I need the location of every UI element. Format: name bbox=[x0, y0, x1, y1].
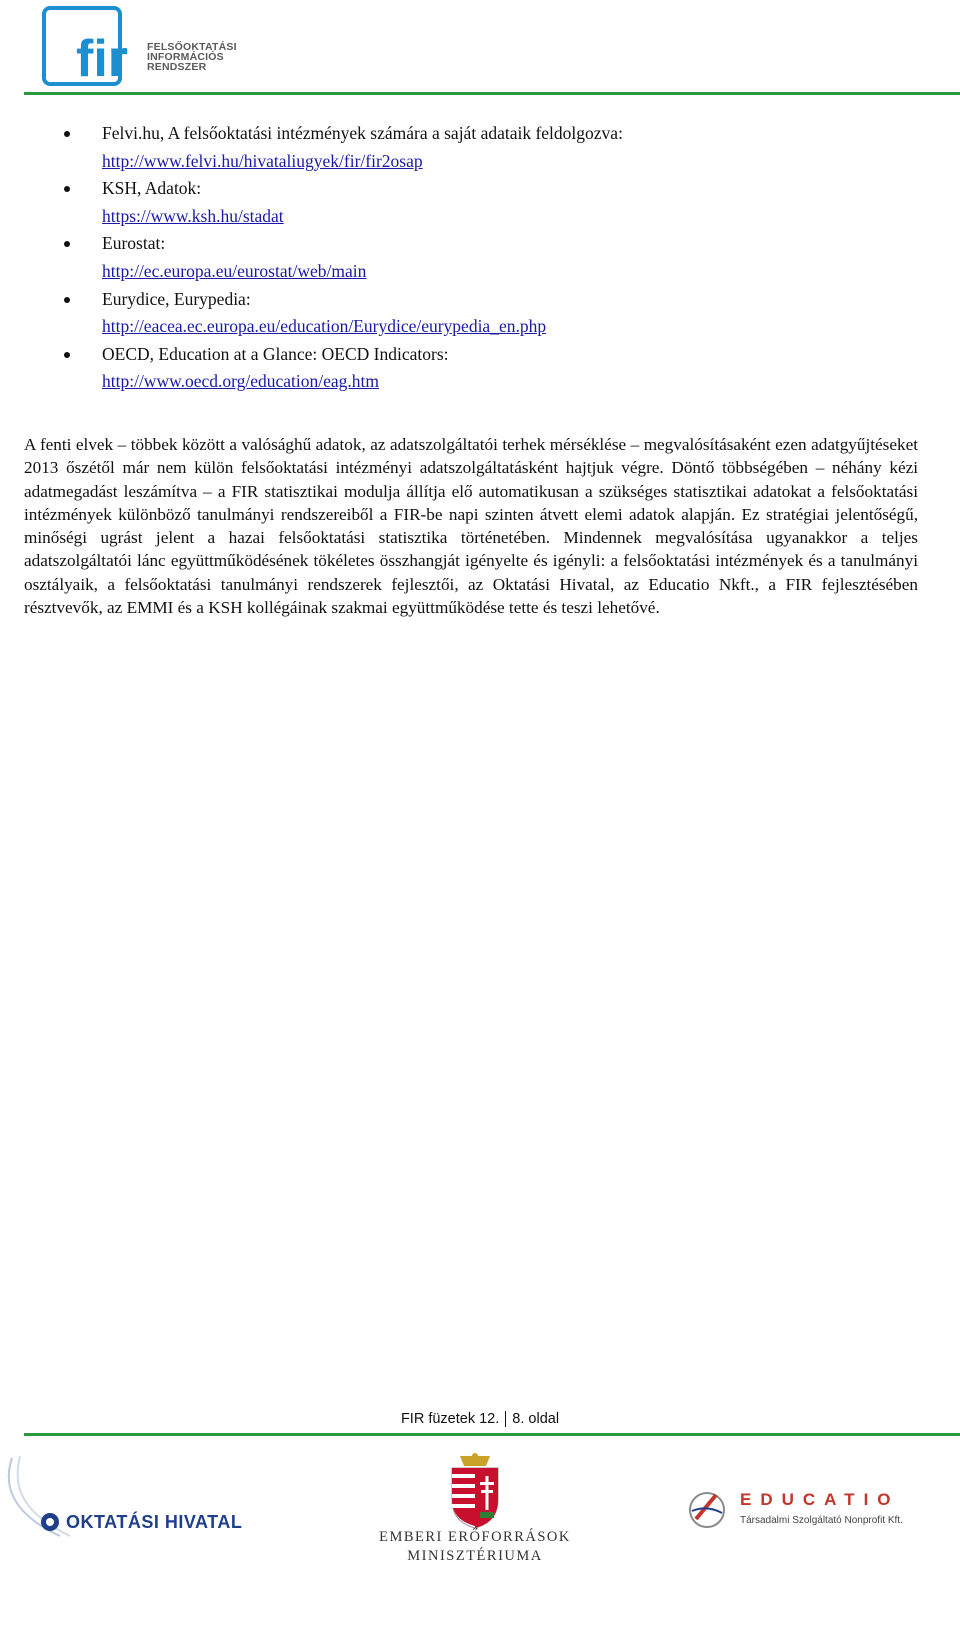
footer-divider bbox=[24, 1433, 960, 1436]
page-number: 8. oldal bbox=[512, 1411, 560, 1427]
body-paragraph: A fenti elvek – többek között a valósághű adatok, az adatszolgáltatói terhek mérséklése – megvalósításaként ezen adatgyűjtéseket 2013 őszétől már nem külön felsőoktatási intézményi adatszolgáltatásként hajtjuk végre. Döntő többségében – néhány kézi adatmegadást leszámítva – a FIR statisztikai modulja állítja elő automatikusan a szükséges statisztikai adatokat a felsőoktatási intézmények különböző tanulmányi rendszereiből a FIR-be napi szinten átvett elemi adatok alapján. Ez stratégiai jelentőségű, minőségi ugrást jelent a hazai felsőoktatási statisztika történetében. Mindennek megvalósítása ugyanakkor a teljes adatszolgáltatói lánc együttműködésének tökéletes összhangját igényelte és igényli: a felsőoktatási intézmények és a tanulmányi osztályaik, a felsőoktatási tanulmányi rendszerek fejlesztői, az Oktatási Hivatal, az Educatio Nkft., a FIR fejlesztésében résztvevők, az EMMI és a KSH kollégáinak szakmai együttműködése tette és teszi lehetővé. bbox=[24, 435, 918, 618]
educatio-subtitle: Társadalmi Szolgáltató Nonprofit Kft. bbox=[740, 1515, 903, 1526]
page-footer-label bbox=[0, 1411, 960, 1427]
source-link[interactable]: http://www.oecd.org/education/eag.htm bbox=[102, 371, 380, 392]
logo-subtitle-line: RENDSZER bbox=[147, 61, 207, 73]
source-link[interactable]: https://www.ksh.hu/stadat bbox=[102, 205, 284, 226]
list-item bbox=[64, 341, 924, 396]
separator bbox=[505, 1411, 506, 1427]
source-label: OECD, Education at a Glance: OECD Indicators: bbox=[102, 343, 449, 364]
oktatasi-hivatal-text: OKTATÁSI HIVATAL bbox=[66, 1512, 243, 1532]
source-label: KSH, Adatok: bbox=[102, 178, 202, 199]
list-item bbox=[64, 175, 924, 230]
logo-subtitle-line: FELSŐOKTATÁSI bbox=[147, 41, 237, 53]
source-link[interactable]: http://eacea.ec.europa.eu/education/Eurydice/eurypedia_en.php bbox=[102, 316, 547, 337]
logo-fir-text: fir bbox=[76, 30, 128, 88]
source-link[interactable]: http://www.felvi.hu/hivataliugyek/fir/fir2osap bbox=[102, 150, 423, 171]
fir-logo bbox=[42, 6, 128, 88]
source-label: Eurostat: bbox=[102, 233, 166, 254]
logo-subtitle-line: INFORMÁCIÓS bbox=[147, 51, 224, 63]
list-item bbox=[64, 120, 924, 175]
list-item bbox=[64, 286, 924, 341]
coat-of-arms-icon bbox=[446, 1452, 504, 1530]
emmi-line: MINISZTÉRIUMA bbox=[407, 1548, 543, 1564]
educatio-text: EDUCATIO bbox=[740, 1490, 900, 1509]
logo-subtitle bbox=[147, 42, 237, 72]
list-item bbox=[64, 230, 924, 285]
series-label: FIR füzetek 12. bbox=[400, 1411, 500, 1427]
header-divider bbox=[24, 92, 960, 95]
source-label: Eurydice, Eurypedia: bbox=[102, 288, 251, 309]
source-label: Felvi.hu, A felsőoktatási intézmények számára a saját adataik feldolgozva: bbox=[102, 123, 623, 143]
sources-list bbox=[64, 120, 924, 396]
source-link[interactable]: http://ec.europa.eu/eurostat/web/main bbox=[102, 260, 367, 281]
emmi-line: EMBERI ERŐFORRÁSOK bbox=[379, 1529, 571, 1545]
emmi-text bbox=[370, 1528, 580, 1566]
educatio-logo bbox=[682, 1485, 732, 1535]
